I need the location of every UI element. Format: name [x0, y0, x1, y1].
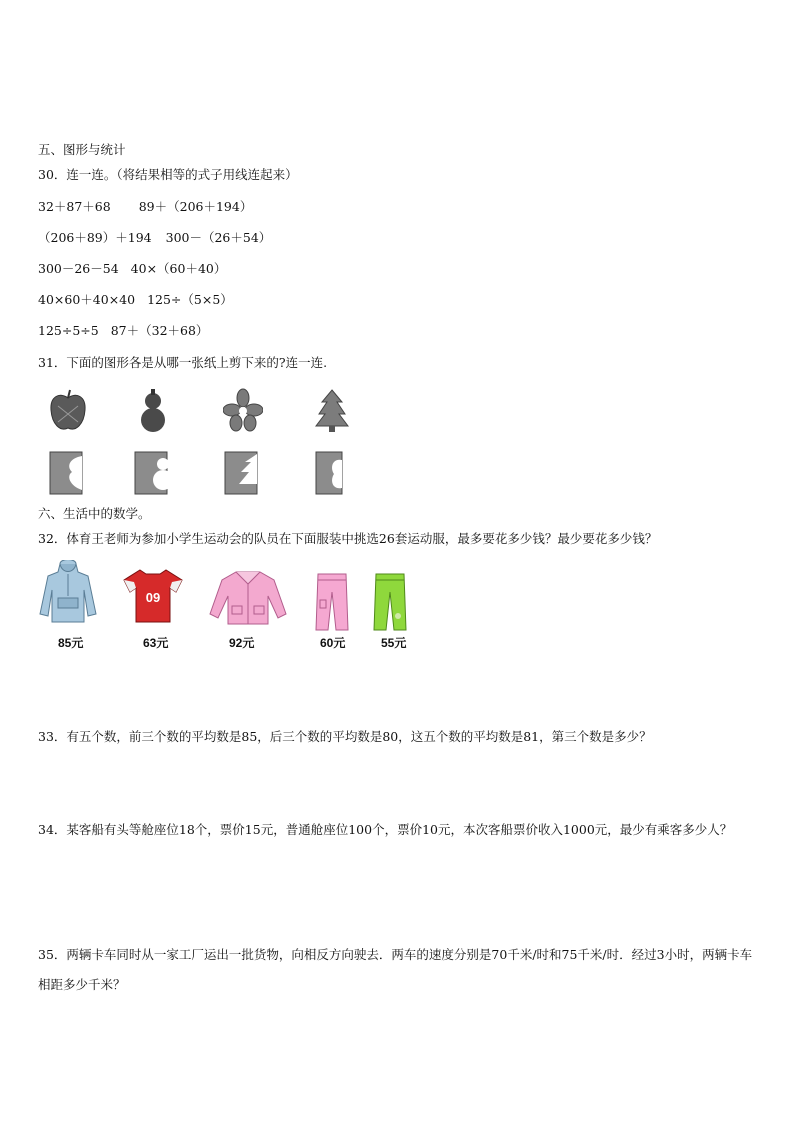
flower-shape-icon[interactable]	[223, 388, 263, 436]
tshirt-icon	[122, 568, 184, 624]
q35-text: 35．两辆卡车同时从一家工厂运出一批货物，向相反方向驶去．两车的速度分别是70千米/时和75千米/时．经过3小时，两辆卡车相距多少千米？	[38, 947, 753, 992]
section5-title: 五、图形与统计	[38, 142, 126, 157]
q30-row-4	[38, 291, 233, 309]
q30-left-5[interactable]: 125÷5÷5	[38, 323, 99, 338]
q30-left-1[interactable]: 32＋87＋68	[38, 199, 111, 214]
apple-shape-icon[interactable]	[48, 388, 88, 436]
q31-prompt: 31．下面的图形各是从哪一张纸上剪下来的?连一连.	[38, 355, 328, 370]
price-tshirt: 63元	[143, 636, 169, 650]
q30-right-3[interactable]: 40×（60＋40）	[130, 261, 227, 276]
gourd-shape-icon[interactable]	[133, 388, 173, 436]
q30-prompt: 30．连一连。（将结果相等的式子用线连起来）	[38, 167, 298, 182]
q33-text: 33．有五个数，前三个数的平均数是85，后三个数的平均数是80，这五个数的平均数是81，第三个数是多少？	[38, 729, 652, 744]
q30-left-3[interactable]: 300－26－54	[38, 261, 119, 276]
q30-right-2[interactable]: 300－（26＋54）	[165, 230, 272, 245]
q34-text: 34．某客船有头等舱座位18个，票价15元，普通舱座位100个，票价10元，本次客船票价收入1000元，最少有乘客多少人？	[38, 822, 733, 837]
q30-row-1	[38, 198, 252, 216]
q32-prompt: 32．体育王老师为参加小学生运动会的队员在下面服装中挑选26套运动服，最多要花多少钱？最少要花多少钱？	[38, 531, 658, 546]
q30-right-4[interactable]: 125÷（5×5）	[147, 292, 233, 307]
price-jacket: 92元	[229, 636, 255, 650]
price-green-pants: 55元	[381, 636, 407, 650]
q30-left-4[interactable]: 40×60＋40×40	[38, 292, 136, 307]
q30-left-2[interactable]: （206＋89）＋194	[38, 230, 152, 245]
q30-right-5[interactable]: 87＋（32＋68）	[110, 323, 209, 338]
paper-gourd-cut-icon[interactable]	[133, 450, 173, 498]
paper-tree-cut-icon[interactable]	[223, 450, 263, 498]
tree-shape-icon[interactable]	[312, 388, 352, 436]
jacket-icon	[208, 570, 288, 626]
pink-pants-icon	[312, 572, 352, 632]
svg-text:09: 09	[145, 590, 161, 605]
q30-right-1[interactable]: 89＋（206＋194）	[138, 199, 253, 214]
section6-title: 六、生活中的数学。	[38, 506, 151, 521]
price-pink-pants: 60元	[320, 636, 346, 650]
hoodie-icon	[38, 560, 98, 626]
q30-row-5	[38, 322, 208, 340]
paper-leaf-cut-icon[interactable]	[48, 450, 88, 498]
q30-row-2	[38, 229, 271, 247]
q30-row-3	[38, 260, 226, 278]
green-pants-icon	[370, 572, 410, 632]
paper-apple-cut-icon[interactable]	[312, 450, 352, 498]
price-hoodie: 85元	[58, 636, 84, 650]
